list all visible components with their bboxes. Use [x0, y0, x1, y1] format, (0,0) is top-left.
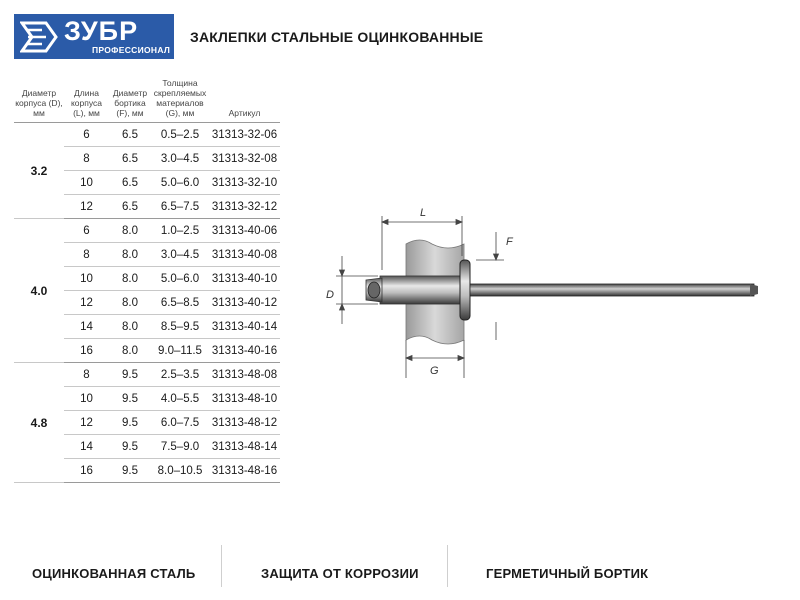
- feature-galvanized: ОЦИНКОВАННАЯ СТАЛЬ: [32, 566, 196, 581]
- cell-length: 8: [64, 147, 109, 171]
- cell-length: 6: [64, 219, 109, 243]
- cell-article: 31313-32-10: [209, 171, 280, 195]
- header-grip: Толщина скрепляемых материалов (G), мм: [151, 72, 209, 123]
- spec-table: [14, 72, 280, 483]
- page-title: ЗАКЛЕПКИ СТАЛЬНЫЕ ОЦИНКОВАННЫЕ: [190, 29, 484, 45]
- cell-grip: 8.0–10.5: [151, 459, 209, 483]
- cell-flange: 9.5: [109, 363, 151, 387]
- table-header-row: [14, 72, 280, 123]
- feature-corrosion: ЗАЩИТА ОТ КОРРОЗИИ: [261, 566, 419, 581]
- cell-article: 31313-32-08: [209, 147, 280, 171]
- header-length: Длина корпуса (L), мм: [64, 72, 109, 123]
- cell-diameter: 3.2: [14, 123, 64, 219]
- cell-diameter: 4.0: [14, 219, 64, 363]
- rivet-flange: [460, 260, 470, 320]
- rivet-mandrel: [470, 284, 758, 296]
- cell-grip: 9.0–11.5: [151, 339, 209, 363]
- cell-article: 31313-40-10: [209, 267, 280, 291]
- brand-subtitle: ПРОФЕССИОНАЛ: [92, 45, 171, 55]
- cell-length: 12: [64, 411, 109, 435]
- cell-flange: 8.0: [109, 219, 151, 243]
- cell-article: 31313-48-10: [209, 387, 280, 411]
- cell-flange: 6.5: [109, 195, 151, 219]
- rivet-diagram: [320, 200, 770, 390]
- cell-grip: 6.0–7.5: [151, 411, 209, 435]
- brand-emblem-icon: [20, 20, 58, 54]
- cell-length: 14: [64, 435, 109, 459]
- cell-flange: 9.5: [109, 411, 151, 435]
- label-f: F: [506, 236, 513, 248]
- cell-grip: 7.5–9.0: [151, 435, 209, 459]
- cell-flange: 8.0: [109, 291, 151, 315]
- cell-flange: 8.0: [109, 243, 151, 267]
- table-row: [14, 219, 280, 243]
- header-flange: Диаметр бортика (F), мм: [109, 72, 151, 123]
- cell-flange: 6.5: [109, 123, 151, 147]
- cell-length: 14: [64, 315, 109, 339]
- cell-length: 12: [64, 291, 109, 315]
- cell-length: 16: [64, 339, 109, 363]
- rivet-body: [366, 276, 468, 304]
- cell-flange: 9.5: [109, 435, 151, 459]
- cell-article: 31313-40-16: [209, 339, 280, 363]
- brand-name: ЗУБР: [64, 16, 139, 46]
- cell-flange: 8.0: [109, 315, 151, 339]
- header-diameter: Диаметр корпуса (D), мм: [14, 72, 64, 123]
- feature-sealed-flange: ГЕРМЕТИЧНЫЙ БОРТИК: [486, 566, 649, 581]
- cell-grip: 1.0–2.5: [151, 219, 209, 243]
- cell-grip: 3.0–4.5: [151, 147, 209, 171]
- cell-flange: 6.5: [109, 171, 151, 195]
- cell-flange: 9.5: [109, 387, 151, 411]
- cell-length: 12: [64, 195, 109, 219]
- cell-grip: 5.0–6.0: [151, 267, 209, 291]
- table-body: [14, 123, 280, 483]
- cell-flange: 8.0: [109, 339, 151, 363]
- table-row: [14, 123, 280, 147]
- cell-article: 31313-48-08: [209, 363, 280, 387]
- cell-flange: 9.5: [109, 459, 151, 483]
- feature-divider: [447, 545, 448, 587]
- brand-logo: [14, 14, 174, 59]
- cell-length: 8: [64, 363, 109, 387]
- cell-length: 10: [64, 171, 109, 195]
- cell-grip: 2.5–3.5: [151, 363, 209, 387]
- cell-article: 31313-48-12: [209, 411, 280, 435]
- cell-grip: 5.0–6.0: [151, 171, 209, 195]
- feature-divider: [221, 545, 222, 587]
- cell-grip: 0.5–2.5: [151, 123, 209, 147]
- cell-article: 31313-48-14: [209, 435, 280, 459]
- cell-grip: 6.5–7.5: [151, 195, 209, 219]
- header-article: Артикул: [209, 72, 280, 123]
- cell-article: 31313-40-06: [209, 219, 280, 243]
- cell-article: 31313-32-06: [209, 123, 280, 147]
- cell-diameter: 4.8: [14, 363, 64, 483]
- cell-flange: 6.5: [109, 147, 151, 171]
- cell-article: 31313-40-12: [209, 291, 280, 315]
- cell-article: 31313-40-14: [209, 315, 280, 339]
- cell-length: 16: [64, 459, 109, 483]
- label-l: L: [420, 207, 427, 219]
- cell-grip: 6.5–8.5: [151, 291, 209, 315]
- cell-length: 10: [64, 387, 109, 411]
- cell-article: 31313-48-16: [209, 459, 280, 483]
- cell-flange: 8.0: [109, 267, 151, 291]
- cell-length: 10: [64, 267, 109, 291]
- cell-grip: 8.5–9.5: [151, 315, 209, 339]
- cell-grip: 4.0–5.5: [151, 387, 209, 411]
- cell-article: 31313-40-08: [209, 243, 280, 267]
- cell-article: 31313-32-12: [209, 195, 280, 219]
- label-g: G: [430, 365, 439, 377]
- cell-length: 6: [64, 123, 109, 147]
- cell-length: 8: [64, 243, 109, 267]
- table-row: [14, 363, 280, 387]
- label-d: D: [326, 289, 334, 301]
- cell-grip: 3.0–4.5: [151, 243, 209, 267]
